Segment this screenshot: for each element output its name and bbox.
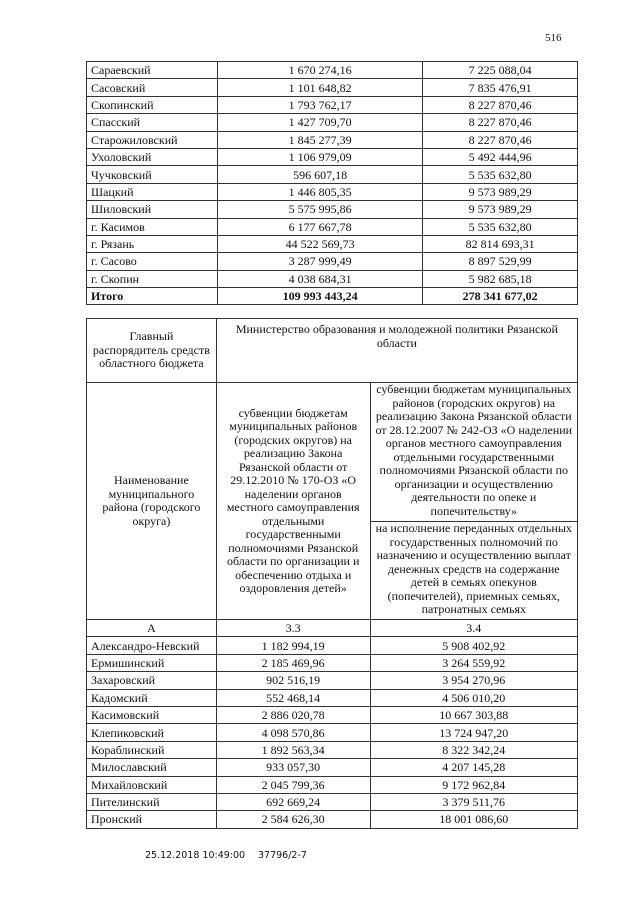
municipality-name: г. Сасово [87, 253, 218, 270]
amount-cell: 4 506 010,20 [370, 689, 577, 706]
subvention-table-continued [86, 61, 578, 305]
municipality-name: Шацкий [87, 183, 218, 200]
amount-cell: 552 468,14 [216, 689, 370, 706]
municipality-name: Итого [87, 288, 218, 305]
header-col-3-4-purpose: на исполнение переданных отдельных государственных полномочий по назначению и осуществлению выплат денежных средств на содержание детей в семьях опекунов (попечителей), приемных семьях, патронатных семьях [370, 522, 577, 620]
amount-cell: 13 724 947,20 [370, 724, 577, 741]
amount-cell: 933 057,30 [216, 759, 370, 776]
table-row [87, 270, 578, 287]
municipality-name: Сасовский [87, 79, 218, 96]
municipality-name: г. Рязань [87, 235, 218, 252]
municipality-name: Михайловский [87, 776, 217, 793]
municipality-name: Старожиловский [87, 131, 218, 148]
table-row [87, 201, 578, 218]
table-row [87, 114, 578, 131]
table-row [87, 706, 578, 723]
table-row [87, 166, 578, 183]
table-row [87, 183, 578, 200]
amount-cell: 8 897 529,99 [423, 253, 578, 270]
header-col-3-4-law: субвенции бюджетам муниципальных районов (городских округов) на реализацию Закона Рязанской области от 28.12.2007 № 242-ОЗ «О наделении органов местного самоуправления отдельными государственными полномочиями Рязанской области по организации и осуществлению деятельности по опеке и попечительству» [370, 383, 577, 522]
municipality-name: Шиловский [87, 201, 218, 218]
municipality-name: Спасский [87, 114, 218, 131]
municipality-name: Кораблинский [87, 741, 217, 758]
amount-cell: 3 954 270,96 [370, 672, 577, 689]
amount-cell: 82 814 693,31 [423, 235, 578, 252]
amount-cell: 1 845 277,39 [217, 131, 422, 148]
footer-datetime: 25.12.2018 10:49:00 [145, 850, 246, 861]
municipality-name: Ухоловский [87, 148, 218, 165]
amount-cell: 902 516,19 [216, 672, 370, 689]
table-row [87, 148, 578, 165]
table-row [87, 724, 578, 741]
amount-cell: 5 908 402,92 [370, 637, 577, 654]
amount-cell: 5 535 632,80 [423, 218, 578, 235]
amount-cell: 692 669,24 [216, 793, 370, 810]
table-row [87, 637, 578, 654]
amount-cell: 1 793 762,17 [217, 96, 422, 113]
amount-cell: 1 106 979,09 [217, 148, 422, 165]
amount-cell: 596 607,18 [217, 166, 422, 183]
amount-cell: 9 573 989,29 [423, 201, 578, 218]
table-row [87, 79, 578, 96]
table-row [87, 741, 578, 758]
page-number: 516 [545, 32, 562, 44]
code-cell: 3.3 [216, 620, 370, 637]
amount-cell: 1 427 709,70 [217, 114, 422, 131]
table-row [87, 62, 578, 79]
municipality-name: Чучковский [87, 166, 218, 183]
amount-cell: 2 886 020,78 [216, 706, 370, 723]
amount-cell: 1 670 274,16 [217, 62, 422, 79]
municipality-name: г. Касимов [87, 218, 218, 235]
municipality-name: Касимовский [87, 706, 217, 723]
municipality-name: Пронский [87, 811, 217, 828]
amount-cell: 5 982 685,18 [423, 270, 578, 287]
table-row [87, 672, 578, 689]
table-row [87, 131, 578, 148]
amount-cell: 8 227 870,46 [423, 131, 578, 148]
amount-cell: 4 038 684,31 [217, 270, 422, 287]
municipality-name: Скопинский [87, 96, 218, 113]
municipality-name: г. Скопин [87, 270, 218, 287]
amount-cell: 8 227 870,46 [423, 96, 578, 113]
amount-cell: 3 379 511,76 [370, 793, 577, 810]
amount-cell: 1 892 563,34 [216, 741, 370, 758]
amount-cell: 18 001 086,60 [370, 811, 577, 828]
municipality-name: Захаровский [87, 672, 217, 689]
code-cell: 3.4 [370, 620, 577, 637]
amount-cell: 7 225 088,04 [423, 62, 578, 79]
amount-cell: 3 287 999,49 [217, 253, 422, 270]
amount-cell: 5 492 444,96 [423, 148, 578, 165]
amount-cell: 5 575 995,86 [217, 201, 422, 218]
amount-cell: 4 207 145,28 [370, 759, 577, 776]
amount-cell: 44 522 569,73 [217, 235, 422, 252]
table-row [87, 218, 578, 235]
amount-cell: 1 101 648,82 [217, 79, 422, 96]
amount-cell: 2 045 799,36 [216, 776, 370, 793]
amount-cell: 2 584 626,30 [216, 811, 370, 828]
amount-cell: 4 098 570,86 [216, 724, 370, 741]
header-col-3-3: субвенции бюджетам муниципальных районов (городских округов) на реализацию Закона Рязанской области от 29.12.2010 № 170-ОЗ «О наделении органов местного самоуправления отдельными государственными полномочиями Рязанской области по организации и обеспечению отдыха и оздоровления детей» [216, 383, 370, 620]
table-row [87, 776, 578, 793]
municipality-name: Сараевский [87, 62, 218, 79]
table-row [87, 793, 578, 810]
amount-cell: 1 446 805,35 [217, 183, 422, 200]
footer-doc-id: 37796/2-7 [258, 850, 307, 861]
amount-cell: 6 177 667,78 [217, 218, 422, 235]
amount-cell: 7 835 476,91 [423, 79, 578, 96]
amount-cell: 1 182 994,19 [216, 637, 370, 654]
table-row [87, 96, 578, 113]
header-municipality-name: Наименование муниципального района (городского округа) [87, 383, 217, 620]
table-row [87, 235, 578, 252]
municipality-name: Ермишинский [87, 654, 217, 671]
table-row [87, 811, 578, 828]
table-row [87, 759, 578, 776]
table-row [87, 654, 578, 671]
amount-cell: 109 993 443,24 [217, 288, 422, 305]
municipality-name: Кадомский [87, 689, 217, 706]
municipality-name: Пителинский [87, 793, 217, 810]
municipality-name: Клепиковский [87, 724, 217, 741]
total-row [87, 288, 578, 305]
municipality-name: Милославский [87, 759, 217, 776]
code-cell: А [87, 620, 217, 637]
amount-cell: 9 172 962,84 [370, 776, 577, 793]
amount-cell: 8 227 870,46 [423, 114, 578, 131]
amount-cell: 2 185 469,96 [216, 654, 370, 671]
header-main-distributor: Главный распорядитель средств областного бюджета [87, 319, 217, 383]
table-row [87, 253, 578, 270]
table-row [87, 689, 578, 706]
amount-cell: 5 535 632,80 [423, 166, 578, 183]
amount-cell: 3 264 559,92 [370, 654, 577, 671]
header-ministry: Министерство образования и молодежной политики Рязанской области [216, 319, 577, 383]
amount-cell: 8 322 342,24 [370, 741, 577, 758]
amount-cell: 9 573 989,29 [423, 183, 578, 200]
amount-cell: 10 667 303,88 [370, 706, 577, 723]
subvention-table-education [86, 318, 578, 829]
amount-cell: 278 341 677,02 [423, 288, 578, 305]
municipality-name: Александро-Невский [87, 637, 217, 654]
